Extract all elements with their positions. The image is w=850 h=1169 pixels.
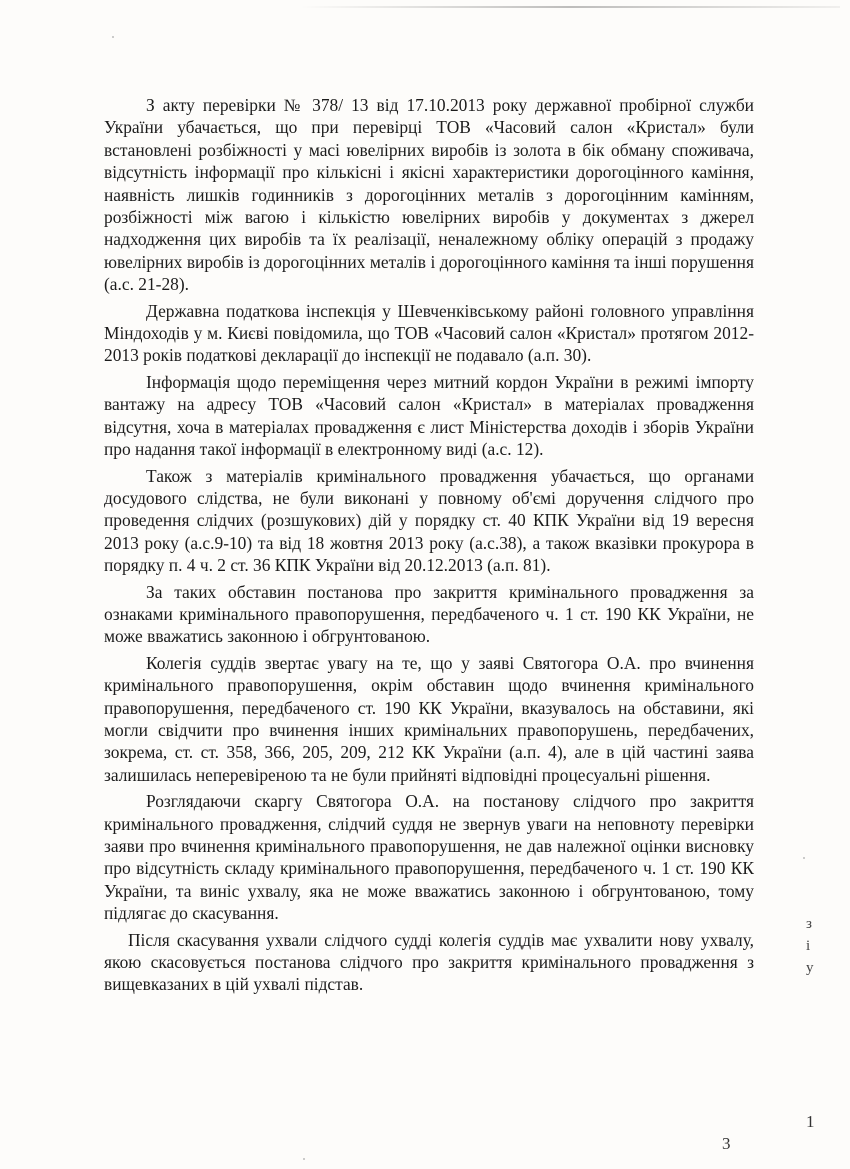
margin-mark: у (806, 960, 814, 976)
paragraph: З акту перевірки № 378/ 13 від 17.10.2013 року державної пробірної служби України убачається, що при перевірці ТОВ «Часовий салон «Кристал» були встановлені розбіжності у масі ювелірних виробів із золота в бік обману споживача, відсутність інформації про кількісні і якісні характеристики дорогоцінного каміння, наявність лишків годинників з дорогоцінних металів з дорогоцінним камінням, розбіжності між вагою і кількістю ювелірних виробів у документах з джерел надходження цих виробів та їх реалізації, неналежному обліку операцій з продажу ювелірних виробів із дорогоцінних металів і дорогоцінного каміння та інші порушення (а.с. 21-28). (104, 95, 754, 295)
scan-edge-shadow (300, 6, 840, 8)
paragraph: Після скасування ухвали слідчого судді колегія суддів має ухвалити нову ухвалу, якою скасовується постанова слідчого про закриття кримінального провадження з вищевказаних в цій ухвалі підстав. (104, 929, 754, 995)
paragraph: Також з матеріалів кримінального провадження убачається, що органами досудового слідства, не були виконані у повному об'ємі доручення слідчого про проведення слідчих (розшукових) дій у порядку ст. 40 КПК України від 19 вересня 2013 року (а.с.9-10) та від 18 жовтня 2013 року (а.с.38), а також вказівки прокурора в порядку п. 4 ч. 2 ст. 36 КПК України від 20.12.2013 (а.п. 81). (104, 465, 754, 576)
paragraph: За таких обставин постанова про закриття кримінального провадження за ознаками кримінального правопорушення, передбаченого ч. 1 ст. 190 КК України, не може вважатись законною і обгрунтованою. (104, 581, 754, 647)
page-number: 3 (722, 1134, 731, 1153)
scan-speck (303, 1158, 305, 1160)
scan-speck (112, 36, 114, 38)
document-body (104, 94, 754, 1000)
paragraph: Розглядаючи скаргу Святогора О.А. на постанову слідчого про закриття кримінального провадження, слідчий суддя не звернув уваги на неповноту перевірки заяви про вчинення кримінального правопорушення, не дав належної оцінки висновку про відсутність складу кримінального правопорушення, передбаченого ч. 1 ст. 190 КК України, та виніс ухвалу, яка не може вважатись законною і обгрунтованою, тому підлягає до скасування. (104, 791, 754, 924)
paragraph: Інформація щодо переміщення через митний кордон України в режимі імпорту вантажу на адресу ТОВ «Часовий салон «Кристал» в матеріалах провадження відсутня, хоча в матеріалах провадження є лист Міністерства доходів і зборів України про надання такої інформації в електронному виді (а.с. 12). (104, 371, 754, 460)
side-number: 1 (806, 1112, 815, 1131)
scan-speck (803, 857, 805, 859)
paragraph: Колегія суддів звертає увагу на те, що у заяві Святогора О.А. про вчинення кримінального правопорушення, окрім обставин щодо вчинення кримінального правопорушення, передбаченого ст. 190 КК України, вказувалось на обставини, які могли свідчити про вчинення інших кримінальних правопорушень, передбачених, зокрема, ст. ст. 358, 366, 205, 209, 212 КК України (а.п. 4), але в цій частині заява залишилась неперевіреною та не були прийняті відповідні процесуальні рішення. (104, 652, 754, 785)
paragraph: Державна податкова інспекція у Шевченківському районі головного управління Міндоходів у м. Києві повідомила, що ТОВ «Часовий салон «Кристал» протягом 2012-2013 років податкові декларації до інспекції не подавало (а.п. 30). (104, 300, 754, 366)
margin-bleed-through (806, 913, 814, 979)
margin-mark: і (806, 938, 811, 954)
margin-mark: з (806, 916, 812, 932)
